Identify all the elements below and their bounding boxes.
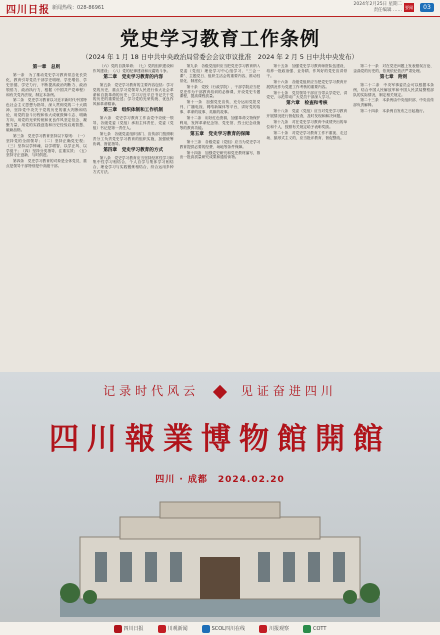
article-column — [6, 64, 87, 368]
ad-place-date: 四川 · 成都 2024.02.20 — [155, 475, 285, 485]
chapter-heading: 第三章 组织体制和工作机制 — [103, 108, 164, 114]
chapter-heading: 第二章 党史学习教育的内容 — [103, 74, 164, 80]
media-logo-icon — [303, 625, 311, 633]
article-paragraph: 第十八条 党委（党组）应当对党史学习教育开展情况进行督促检查，及时发现和解决问题。 — [266, 109, 348, 119]
chapter-heading: 第七章 附则 — [379, 74, 408, 80]
footer-logo — [202, 625, 245, 633]
museum-building-illustration — [60, 497, 380, 617]
article-paragraph: 第十二条 用好红色资源，加强革命文物保护利用，发挥革命纪念馆、党史馆、烈士纪念设施等的教育功能。 — [179, 116, 261, 130]
museum-advertisement — [0, 372, 440, 626]
article-column — [93, 64, 174, 368]
article-paragraph: 第九条 各级党组织应当把党史学习教育纳入党委（党组）理论学习中心组学习、“三会一课”、主题党日、组织生活会的重要内容，推动经常化、制度化。 — [179, 64, 261, 83]
footer-logo — [114, 625, 144, 633]
article-paragraph: 第二十四条 本条例自发布之日起施行。 — [360, 109, 427, 114]
footer-logo — [303, 625, 326, 633]
article-paragraph: 第二十一条 对在党史问题上发表错误言论、歪曲党的历史的，依规依纪依法严肃处理。 — [353, 64, 434, 73]
issue-date-line1: 2024年2月25日 星期二 — [353, 2, 402, 7]
issue-date-line2: 责任编辑 …… — [373, 8, 402, 13]
museum-title: 四川報業博物館開館 — [49, 422, 391, 457]
article-paragraph: 第三条 党史学习教育坚持以下原则：（一）坚持党的全面领导；（二）坚持正确党史观；（三）坚持以学铸魂、以学增智、以学正风、以学促干；（四）坚持分类指导，注重实效；（五）坚持守正创新，与时俱进。 — [6, 133, 87, 158]
ad-slogan — [0, 382, 440, 399]
article-paragraph: 第十三条 各级党委（党组）应当为党史学习教育提供必要的经费、场地等条件保障。 — [179, 139, 261, 149]
footer-logo-label: 四川日报 — [123, 626, 144, 632]
ad-slogan-right: 见证奋进四川 — [240, 384, 337, 398]
article-paragraph: 第十六条 各级党组织应当把党史学习教育开展情况作为党建工作考核的重要内容。 — [266, 79, 348, 89]
article-paragraph: 第二十三条 本条例由中央组织部、中央宣传部负责解释。 — [353, 98, 434, 108]
media-logo-icon — [114, 625, 122, 633]
article-subtitle: （2024 年 1 月 18 日中共中央政治局常委会会议审议批准 2024 年 2 月 5 日中共中央发布） — [82, 53, 358, 61]
newspaper-logo: 四川日报 — [6, 5, 50, 16]
article-paragraph: 第十一条 加强党史宣传，充分运用党报党刊、广播电视、网络新媒体等平台，讲好党的故事、革命的故事、英雄的故事。 — [179, 100, 261, 115]
footer-logo — [259, 625, 289, 633]
article-paragraph: 第十四条 加强党史研究和党史教材编写，推出一批高质量研究成果和通俗读物。 — [179, 150, 261, 160]
footer-media-logos — [0, 622, 440, 635]
article-paragraph: 第十五条 加强党史学习教育师资队伍建设，培养一批政治强、业务精、作风好的党史宣讲骨干。 — [266, 64, 348, 78]
article-column — [353, 64, 434, 368]
media-logo-icon — [202, 625, 210, 633]
article-paragraph: 第十七条 党员领导干部应当带头学党史，讲党史，示范带动广大党员干部深入学习。 — [266, 90, 348, 100]
article-paragraph: 第十九条 对在党史学习教育中成绩突出的单位和个人，按照有关规定给予表彰奖励。 — [266, 120, 348, 129]
section-tag: 要闻 — [405, 5, 413, 10]
ad-slogan-left: 记录时代风云 — [103, 384, 200, 398]
chapter-heading: 第五章 党史学习教育的保障 — [190, 131, 250, 137]
article-paragraph: 第二条 党史学习教育以习近平新时代中国特色社会主义思想为指导，深入贯彻党的二十大精神，坚持党中央关于党的历史的重大判断和结论，用党的奋斗历程和伟大成就鼓舞斗志、明确方向，用党的光荣传统和优良作风坚定信念、凝聚力量，用党的实践创造和历史经验启迪智慧、砥砺品格。 — [6, 98, 87, 132]
footer-logo-label: 川观新闻 — [167, 626, 188, 632]
diamond-seal-icon — [213, 384, 227, 398]
footer-logo-label: 川报观察 — [268, 626, 289, 632]
page-number: 03 — [420, 3, 434, 12]
article-column — [180, 64, 261, 368]
media-logo-icon — [259, 625, 267, 633]
article-body — [6, 64, 434, 368]
media-logo-icon — [158, 625, 166, 633]
issue-date — [354, 2, 402, 14]
chapter-heading: 第一章 总则 — [32, 65, 61, 70]
footer-logo-label: SCOL四川在线 — [211, 626, 245, 632]
article-paragraph: 第五条 党史学习教育的主要内容包括：学习党的历史，重点学习党领导人民进行伟大社会革命和自我革命的历史；学习习近平总书记关于党的历史的重要论述；学习党的光荣传统、优良作风和革命精神。 — [92, 82, 174, 107]
article-paragraph: 第十条 党校（行政学院）、干部学院应当把党史作为干部教育培训的必修课，开设党史专题课程，提高课程质量。 — [179, 84, 261, 99]
chapter-heading: 第四章 党史学习教育的方式 — [103, 147, 164, 153]
article-paragraph: 第二十条 对党史学习教育工作不重视、走过场、搞形式主义的，应当批评教育、督促整改。 — [266, 130, 348, 140]
article-title: 党史学习教育工作条例 — [119, 28, 320, 50]
article-paragraph: 第六条 党史学习教育工作由党中央统一领导，各级党委（党组）承担主体责任，党委（党组）书记是第一责任人。 — [92, 116, 174, 130]
masthead — [0, 0, 440, 17]
news-hotline: 新闻热线：028-86961 — [52, 5, 105, 11]
footer-logo — [158, 625, 188, 633]
article-paragraph: 第七条 各级党委组织部门、宣传部门按照职责分工负责党史学习教育的组织实施，加强统筹协调、督促指导。 — [92, 131, 174, 146]
chapter-heading: 第六章 检查和考核 — [286, 101, 328, 107]
article-column — [266, 64, 347, 368]
article-paragraph: （六）党的自我革命；（七）党的组织建设和作风建设；（八）党的纪律建设和反腐败斗争。 — [92, 64, 174, 73]
footer-logo-label: COTT — [312, 625, 327, 632]
article-paragraph: 第一条 为了推动党史学习教育常态化长效化，教育引导党员干部学史明理、学史增信、学史崇德、学史力行，不断提高政治判断力、政治领悟力、政治执行力，根据《中国共产党章程》和有关党内法规，制定本条例。 — [6, 72, 87, 97]
article-paragraph: 第八条 党史学习教育应当坚持经常性学习和集中性学习相结合，个人自学与集体学习相结合，理论学习与实践锻炼相结合，综合运用多种方式方法。 — [92, 155, 174, 175]
article-paragraph: 第二十二条 中央军事委员会可以根据本条例，结合中国人民解放军和中国人民武装警察部队的实际情况，制定相关规定。 — [353, 82, 434, 97]
article-paragraph: 第四条 党史学习教育的对象是全体党员，重点是领导干部特别是中高级干部。 — [6, 159, 87, 169]
